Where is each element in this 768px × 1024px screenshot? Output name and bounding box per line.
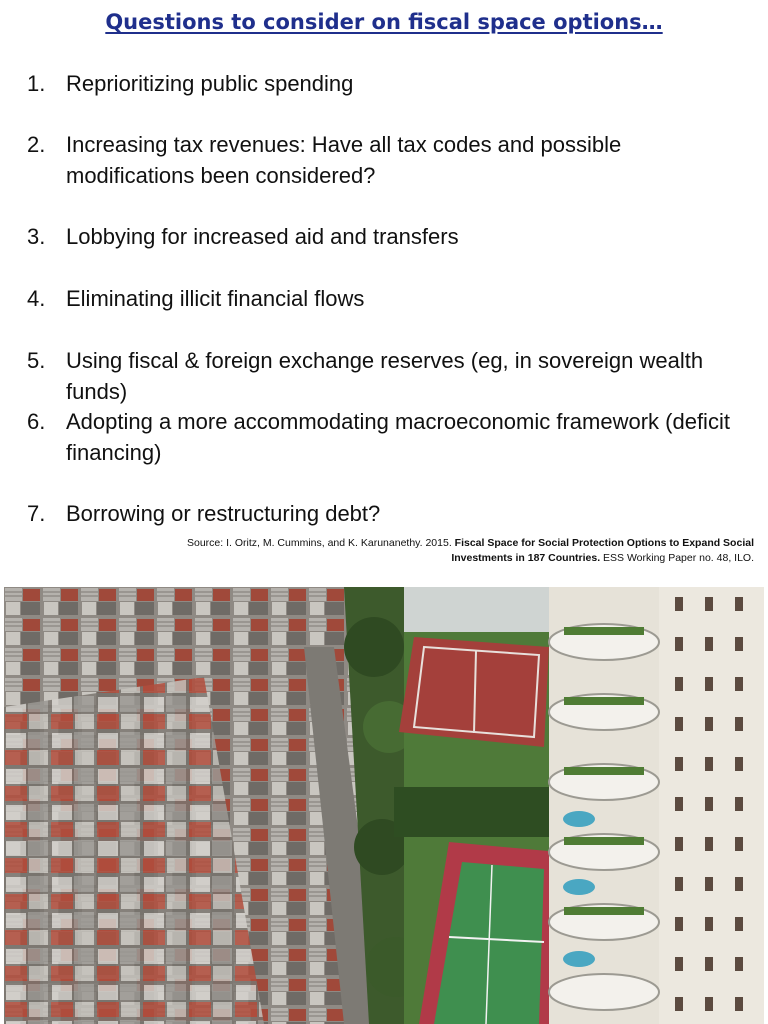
item-number: 6. <box>27 409 46 434</box>
item-text: Eliminating illicit financial flows <box>66 286 365 311</box>
source-title: Fiscal Space for Social Protection Options to Expand Social Investments in 187 Countries. <box>451 537 754 564</box>
item-text: Borrowing or restructuring debt? <box>66 501 381 526</box>
list-item <box>27 498 747 529</box>
source-citation <box>154 536 754 566</box>
photo-illustration <box>4 587 764 1024</box>
list-item <box>27 283 747 314</box>
item-text: Adopting a more accommodating macroeconomic framework (deficit financing) <box>66 409 730 465</box>
list-item <box>27 221 747 252</box>
list-item <box>27 406 747 468</box>
item-text: Increasing tax revenues: Have all tax codes and possible modifications been considered? <box>66 132 622 188</box>
item-text: Reprioritizing public spending <box>66 71 354 96</box>
item-text: Using fiscal & foreign exchange reserves (eg, in sovereign wealth funds) <box>66 348 704 404</box>
item-number: 2. <box>27 132 46 157</box>
item-number: 7. <box>27 501 46 526</box>
slum-vs-luxury-photo <box>4 587 764 1024</box>
list-item <box>27 68 747 99</box>
item-number: 3. <box>27 224 46 249</box>
item-number: 5. <box>27 348 46 373</box>
item-text: Lobbying for increased aid and transfers <box>66 224 459 249</box>
source-suffix: ESS Working Paper no. 48, ILO. <box>600 552 754 564</box>
slide-title: Questions to consider on fiscal space options… <box>105 10 663 34</box>
item-number: 4. <box>27 286 46 311</box>
list-item <box>27 129 747 191</box>
list-item <box>27 345 747 407</box>
item-number: 1. <box>27 71 46 96</box>
source-prefix: Source: I. Oritz, M. Cummins, and K. Karunanethy. 2015. <box>186 537 455 549</box>
